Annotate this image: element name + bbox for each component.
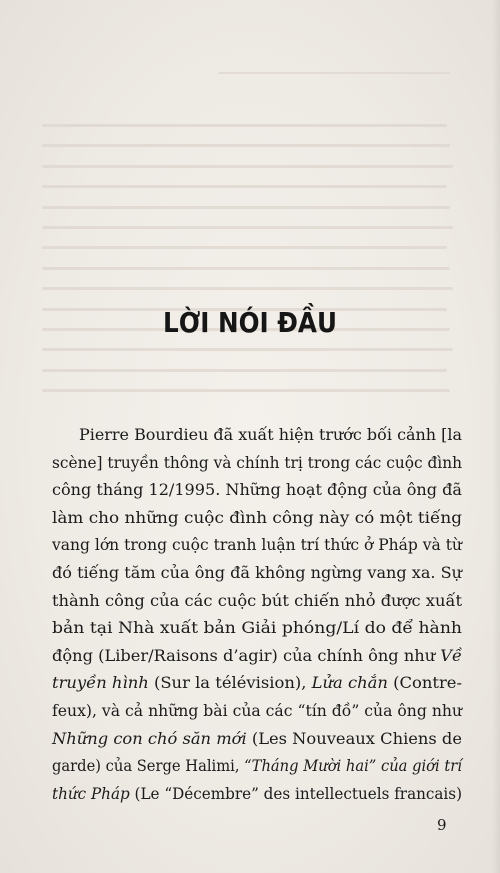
body-text-run: đó tiếng tăm của ông đã không ngừng vang xa. Sự [52,563,463,582]
italic-title-text: Về [440,646,462,665]
body-line [52,422,462,450]
body-line [52,532,462,560]
body-line [52,505,462,533]
body-text-run: thành công của các cuộc bút chiến nhỏ được xuất [52,591,463,610]
body-text-run: vang lớn trong cuộc tranh luận trí thức ở Pháp và từ [52,536,462,555]
body-line [52,477,462,505]
body-text-run: (Contre- [387,674,463,693]
body-text-run: động (Liber/Raisons d’agir) của chính ông như [52,646,441,665]
body-text-run: scène] truyền thông và chính trị trong các cuộc đình [52,453,463,472]
body-line [52,753,462,781]
body-line [52,560,462,588]
page-number: 9 [437,816,447,834]
body-text-run: garde) của Serge Halimi, [52,757,245,776]
body-line [52,726,462,754]
body-text-run: (Le “Décembre” des intellectuels francais) [129,784,462,803]
body-text-run: Pierre Bourdieu đã xuất hiện trước bối cảnh [la [79,426,463,444]
italic-title-text: “Tháng Mười hai” của giới trí [244,757,462,776]
body-text-run: feux), và cả những bài của các “tín đồ” của ông như [52,701,463,720]
page-edge-shadow [492,0,500,873]
page-title: LỜI NÓI ĐẦU [162,306,338,339]
body-paragraph [52,422,462,808]
italic-title-text: truyền hình [52,674,149,693]
body-line [52,588,462,616]
italic-title-text: Lửa chắn [311,674,388,693]
body-text-run: (Sur la télévision), [148,674,312,693]
body-text-run: bản tại Nhà xuất bản Giải phóng/Lí do để hành [52,619,462,638]
body-line [52,670,462,698]
body-line [52,643,462,671]
body-text-run: công tháng 12/1995. Những hoạt động của ông đã [52,481,462,500]
italic-title-text: thức Pháp [52,784,130,803]
body-line [52,781,462,809]
italic-title-text: Những con chó săn mới [52,729,247,748]
body-line [52,698,462,726]
body-line [52,615,462,643]
body-text-run: (Les Nouveaux Chiens de [246,729,462,748]
body-line [52,450,462,478]
body-text-run: làm cho những cuộc đình công này có một tiếng [52,508,463,527]
